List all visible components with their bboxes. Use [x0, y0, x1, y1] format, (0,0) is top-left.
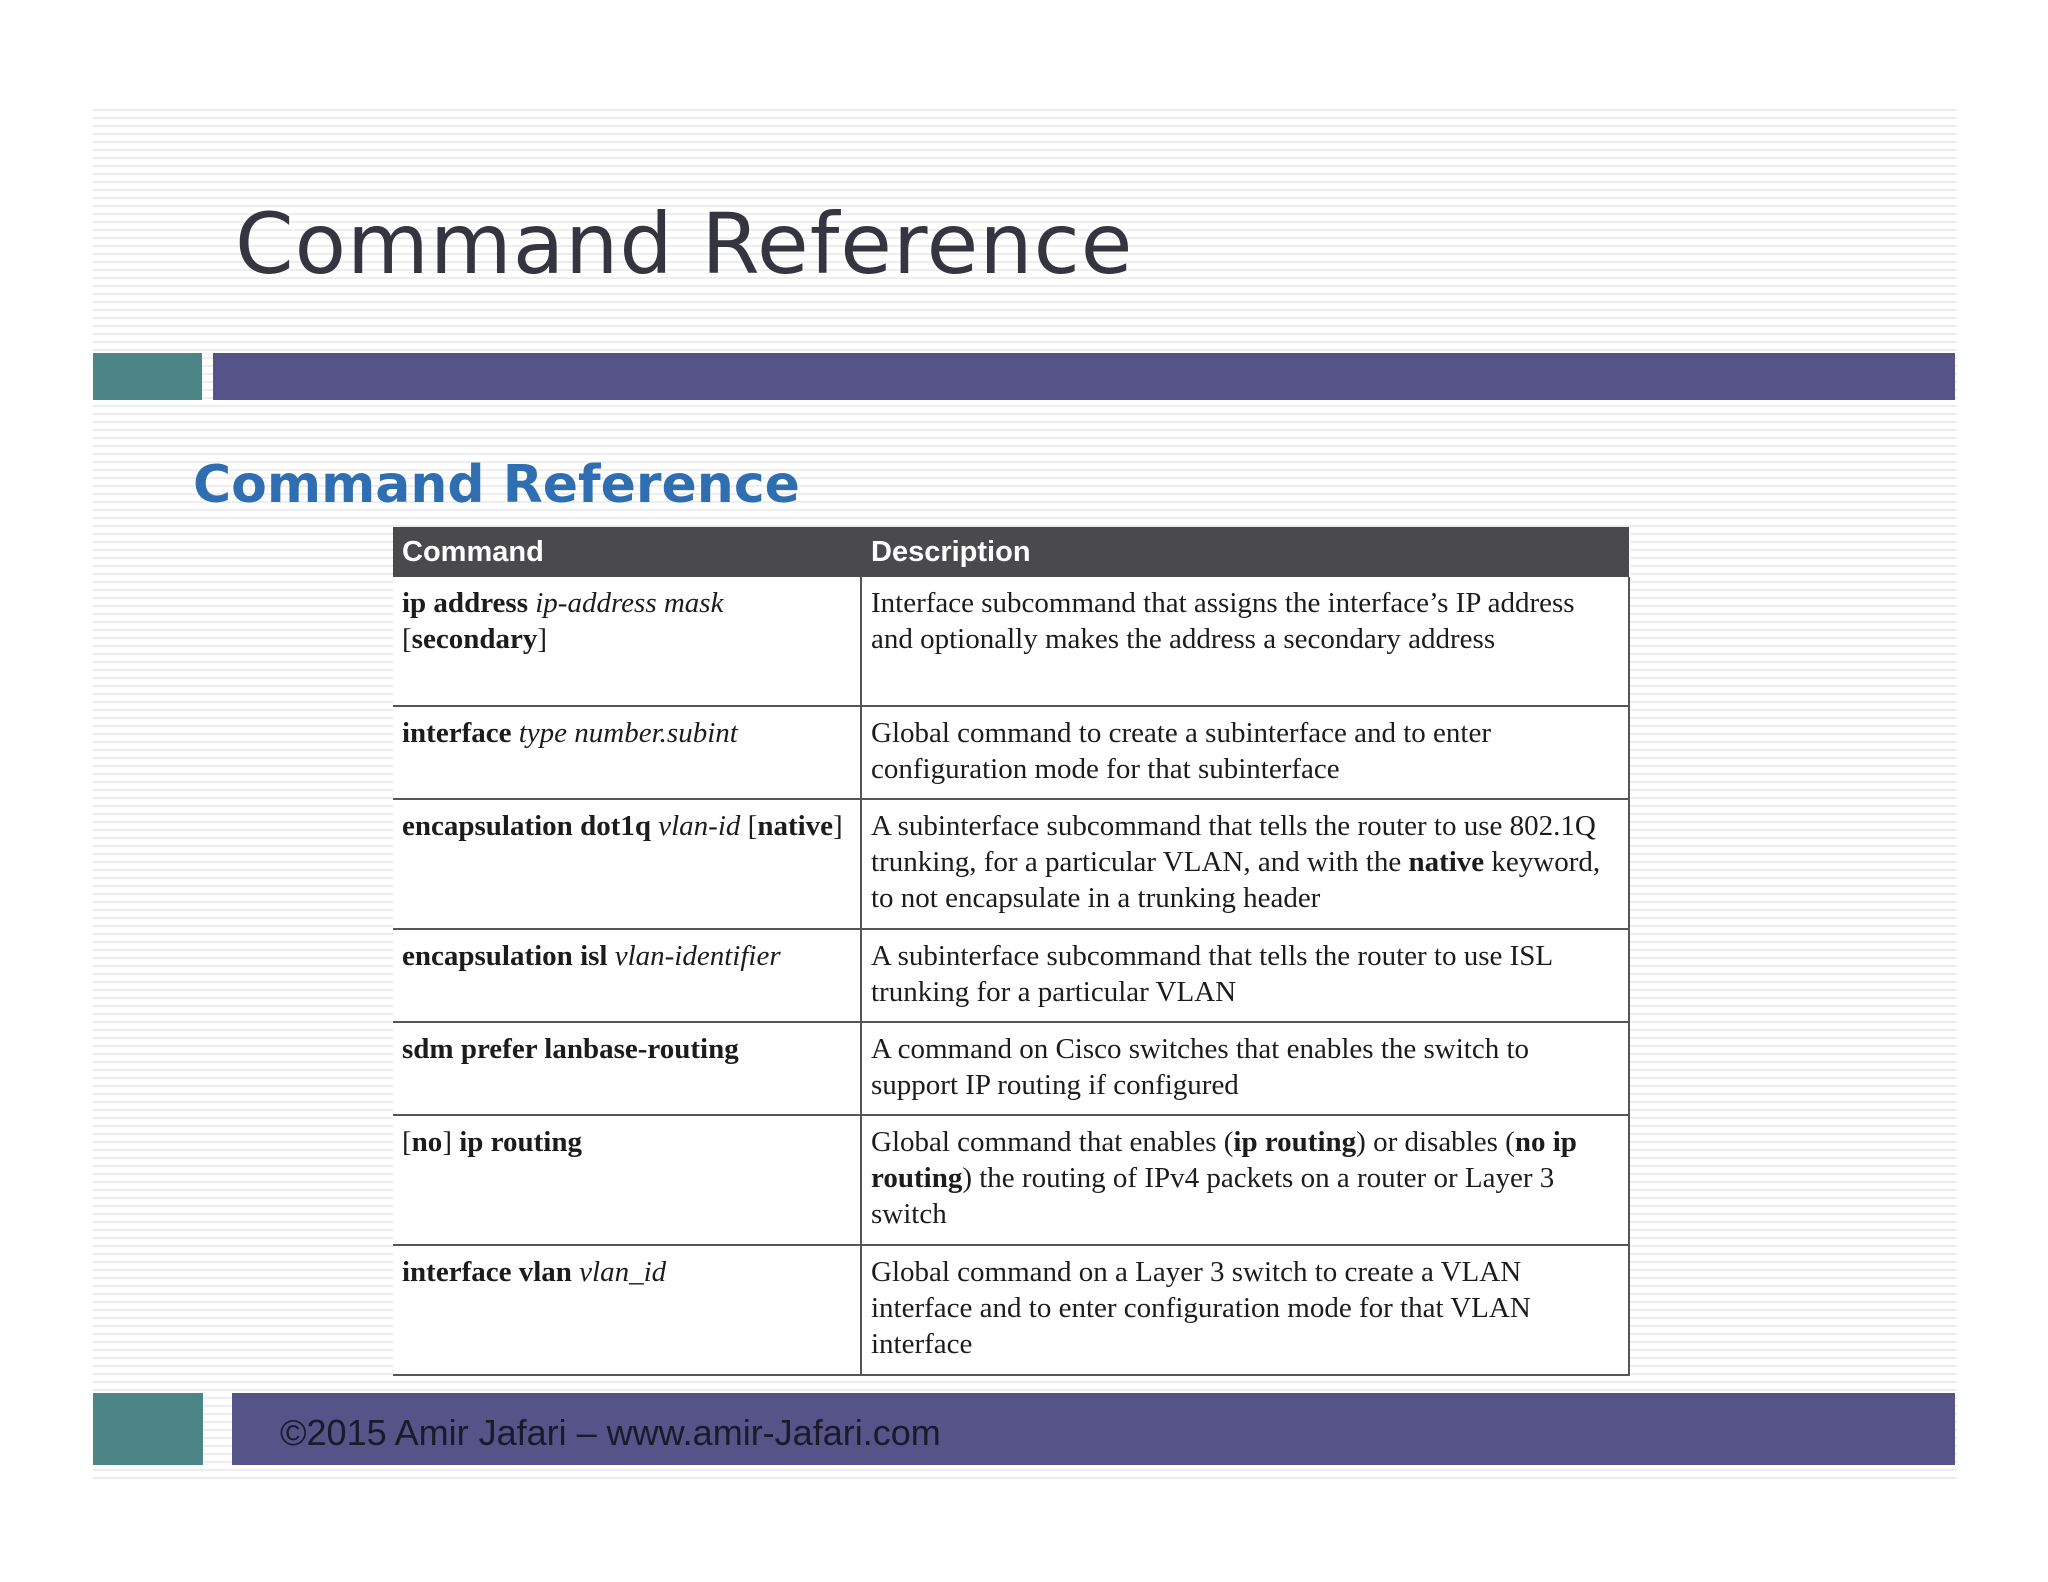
command-cell — [393, 799, 861, 929]
description-cell-text: A command on Cisco switches that enables the switch to support IP routing if configured — [871, 1033, 1530, 1101]
command-cell-text: [ — [740, 810, 758, 842]
command-cell-text: ip routing — [459, 1126, 582, 1158]
column-header-description: Description — [861, 527, 1629, 577]
command-cell-text: interface vlan — [402, 1256, 580, 1288]
command-reference-table — [393, 527, 1630, 1376]
description-cell-text: Global command that enables ( — [871, 1126, 1234, 1158]
description-cell-text: ) or disables ( — [1356, 1126, 1515, 1158]
command-cell-text: interface — [402, 717, 519, 749]
table-row — [393, 577, 1629, 706]
description-cell-text: Global command on a Layer 3 switch to create a VLAN interface and to enter configuration mode for that VLAN interface — [871, 1256, 1531, 1360]
description-cell-text: Global command to create a subinterface and to enter configuration mode for that subinterface — [871, 717, 1492, 785]
command-cell-text: ] — [833, 810, 843, 842]
description-cell — [861, 1245, 1629, 1375]
command-cell-text: ] — [537, 623, 548, 655]
title-accent-teal-bar — [93, 353, 202, 400]
command-cell-text: ip address — [402, 587, 536, 619]
description-cell-text: A subinterface subcommand that tells the router to use ISL trunking for a particular VLAN — [871, 940, 1553, 1008]
command-cell-text: no — [411, 1126, 443, 1158]
table-row — [393, 1022, 1629, 1115]
description-cell-text: keyword, to not encapsulate in a trunking header — [871, 846, 1601, 914]
command-cell-text: ip-address mask — [535, 587, 724, 619]
command-cell — [393, 577, 861, 706]
table-row — [393, 929, 1629, 1022]
table-row — [393, 1115, 1629, 1245]
description-cell-text: native — [1408, 846, 1485, 878]
column-header-command: Command — [393, 527, 861, 577]
command-cell-text: encapsulation isl — [402, 940, 615, 972]
command-cell-text: encapsulation dot1q — [402, 810, 659, 842]
command-cell-text: type number.subint — [518, 717, 738, 749]
command-cell-text: [ — [402, 623, 412, 655]
command-cell — [393, 706, 861, 799]
description-cell — [861, 706, 1629, 799]
command-cell-text: sdm prefer lanbase-routing — [402, 1033, 739, 1065]
footer-accent-teal-bar — [93, 1393, 203, 1465]
footer-copyright: ©2015 Amir Jafari – www.amir-Jafari.com — [280, 1412, 941, 1453]
table-row — [393, 706, 1629, 799]
slide-title: Command Reference — [235, 195, 1134, 293]
description-cell-text: no ip routing — [871, 1126, 1577, 1194]
description-cell-text: ip routing — [1233, 1126, 1357, 1158]
command-cell — [393, 1245, 861, 1375]
description-cell-text: ) the routing of IPv4 packets on a router or Layer 3 switch — [871, 1162, 1555, 1230]
description-cell — [861, 1022, 1629, 1115]
section-heading: Command Reference — [193, 455, 800, 515]
description-cell — [861, 929, 1629, 1022]
description-cell-text: Interface subcommand that assigns the interface’s IP address and optionally makes the address a secondary address — [871, 587, 1575, 655]
description-cell — [861, 577, 1629, 706]
command-cell-text: ] — [442, 1126, 460, 1158]
title-accent-purple-bar — [213, 353, 1955, 400]
description-cell-text: A subinterface subcommand that tells the router to use 802.1Q trunking, for a particular VLAN, and with the — [871, 810, 1596, 878]
command-cell-text: vlan-id — [658, 810, 741, 842]
command-cell-text: vlan-identifier — [614, 940, 781, 972]
command-cell — [393, 1115, 861, 1245]
table-row — [393, 1245, 1629, 1375]
command-cell-text: native — [757, 810, 834, 842]
table-body — [393, 577, 1629, 1375]
command-cell-text: vlan_id — [579, 1256, 667, 1288]
table-row — [393, 799, 1629, 929]
command-cell-text: [ — [402, 1126, 412, 1158]
description-cell — [861, 799, 1629, 929]
command-cell — [393, 929, 861, 1022]
command-cell-text: secondary — [411, 623, 538, 655]
command-cell — [393, 1022, 861, 1115]
description-cell — [861, 1115, 1629, 1245]
table-header-row — [393, 527, 1629, 577]
